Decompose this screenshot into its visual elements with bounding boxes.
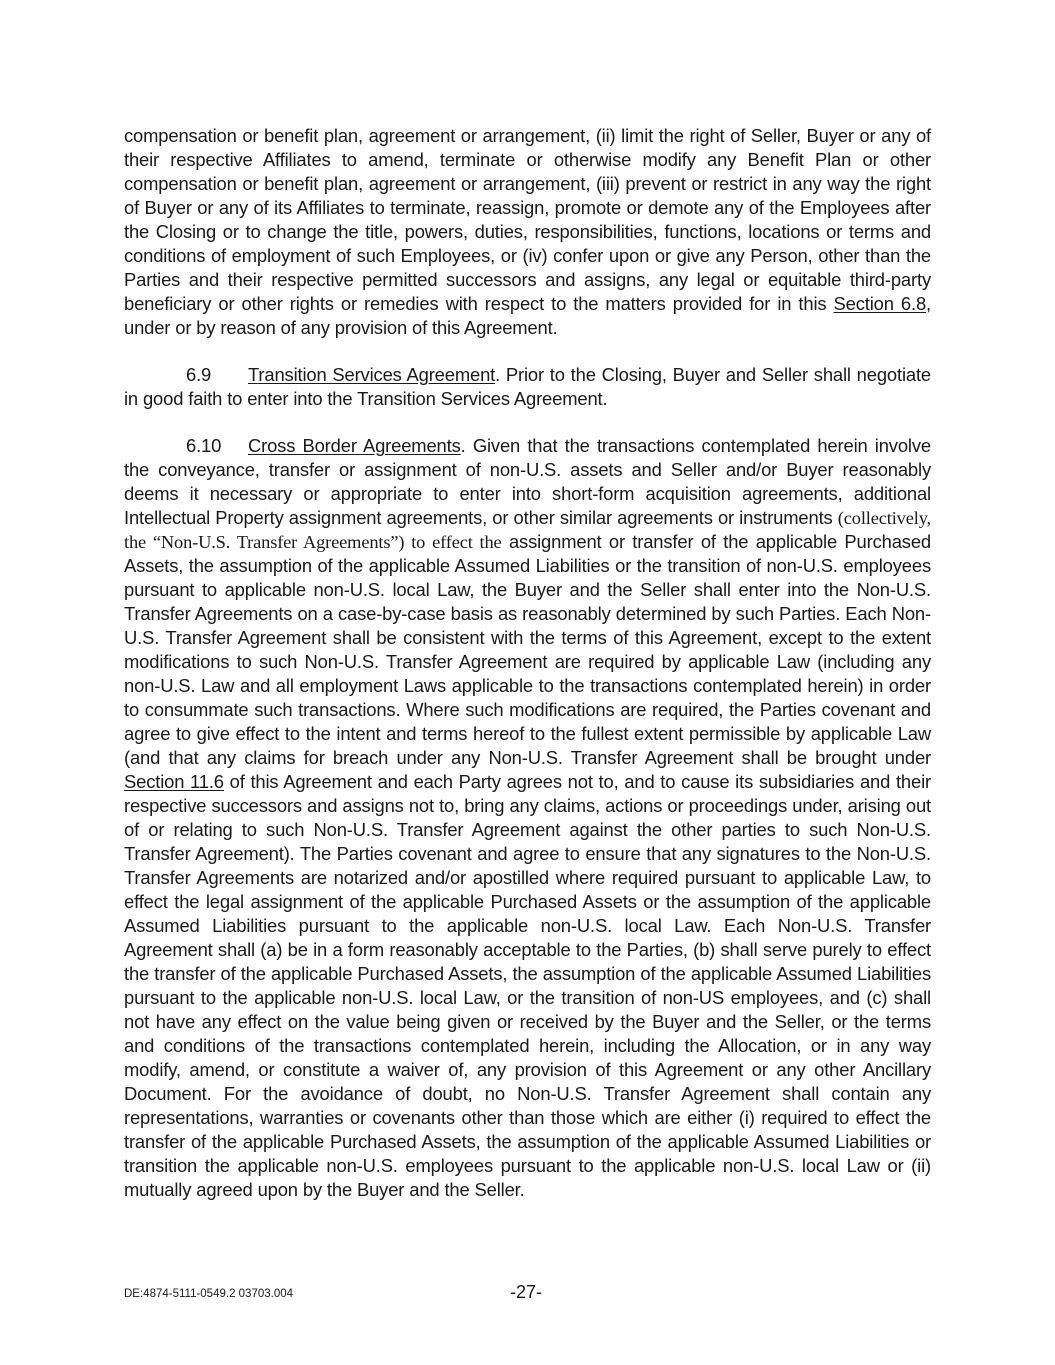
- section-6-10: [124, 434, 931, 1202]
- document-body: [124, 124, 931, 1202]
- section-6-9: [124, 363, 931, 411]
- defined-term: (collectively, the “Non-U.S. Transfer Agreements”) to effect the: [124, 508, 931, 552]
- section-text: of this Agreement and each Party agrees not to, and to cause its subsidiaries and their respective successors and assigns not to, bring any claims, actions or proceedings under, arising out of or relating to such Non-U.S. Transfer Agreement against the other parties to such Non-U.S. Transfer Agreement). The Parties covenant and agree to ensure that any signatures to the Non-U.S. Transfer Agreements are notarized and/or apostilled where required pursuant to applicable Law, to effect the legal assignment of the applicable Purchased Assets or the assumption of the applicable Assumed Liabilities pursuant to the applicable non-U.S. local Law. Each Non-U.S. Transfer Agreement shall (a) be in a form reasonably acceptable to the Parties, (b) shall serve purely to effect the transfer of the applicable Purchased Assets, the assumption of the applicable Assumed Liabilities pursuant to the applicable non-U.S. local Law, or the transition of non-US employees, and (c) shall not have any effect on the value being given or received by the Buyer and the Seller, or the terms and conditions of the transactions contemplated herein, including the Allocation, or in any way modify, amend, or constitute a waiver of, any provision of this Agreement or any other Ancillary Document. For the avoidance of doubt, no Non-U.S. Transfer Agreement shall contain any representations, warranties or covenants other than those which are either (i) required to effect the transfer of the applicable Purchased Assets, the assumption of the applicable Assumed Liabilities or transition the applicable non-U.S. employees pursuant to the applicable non-U.S. local Law or (ii) mutually agreed upon by the Buyer and the Seller.: [124, 771, 931, 1200]
- section-number: 6.10: [186, 435, 222, 456]
- section-heading: Cross Border Agreements: [248, 435, 461, 456]
- section-reference-11-6: Section 11.6: [124, 771, 224, 792]
- section-text: assignment or transfer of the applicable Purchased Assets, the assumption of the applicable Assumed Liabilities or the transition of non-U.S. employees pursuant to applicable non-U.S. local Law, the Buyer and the Seller shall enter into the Non-U.S. Transfer Agreements on a case-by-case basis as reasonably determined by such Parties. Each Non-U.S. Transfer Agreement shall be consistent with the terms of this Agreement, except to the extent modifications to such Non-U.S. Transfer Agreement are required by applicable Law (including any non-U.S. Law and all employment Laws applicable to the transactions contemplated herein) in order to consummate such transactions. Where such modifications are required, the Parties covenant and agree to give effect to the intent and terms hereof to the fullest extent permissible by applicable Law (and that any claims for breach under any Non-U.S. Transfer Agreement shall be brought under: [124, 531, 931, 768]
- footer-document-id: DE:4874-5111-0549.2 03703.004: [124, 1288, 294, 1300]
- section-text: . Prior to the Closing, Buyer and Seller shall negotiate in good faith to enter into the Transition Services Agreement.: [124, 364, 931, 409]
- section-number: 6.9: [186, 364, 212, 385]
- section-reference-6-8: Section 6.8: [833, 293, 927, 314]
- paragraph-6-8-continuation: [124, 124, 931, 340]
- paragraph-text: compensation or benefit plan, agreement or arrangement, (ii) limit the right of Seller, Buyer or any of their respective Affiliates to amend, terminate or otherwise modify any Benefit Plan or other compensation or benefit plan, agreement or arrangement, (iii) prevent or restrict in any way the right of Buyer or any of its Affiliates to terminate, reassign, promote or demote any of the Employees after the Closing or to change the title, powers, duties, responsibilities, functions, locations or terms and conditions of employment of such Employees, or (iv) confer upon or give any Person, other than the Parties and their respective permitted successors and assigns, any legal or equitable third-party beneficiary or other rights or remedies with respect to the matters provided for in this: [124, 125, 931, 314]
- footer-page-number: -27-: [510, 1282, 543, 1302]
- paragraph-text: , under or by reason of any provision of this Agreement.: [124, 293, 931, 338]
- section-text: . Given that the transactions contemplated herein involve the conveyance, transfer or assignment of non-U.S. assets and Seller and/or Buyer reasonably deems it necessary or appropriate to enter into short-form acquisition agreements, additional Intellectual Property assignment agreements, or other similar agreements or instruments: [124, 435, 931, 528]
- section-heading: Transition Services Agreement: [248, 364, 496, 385]
